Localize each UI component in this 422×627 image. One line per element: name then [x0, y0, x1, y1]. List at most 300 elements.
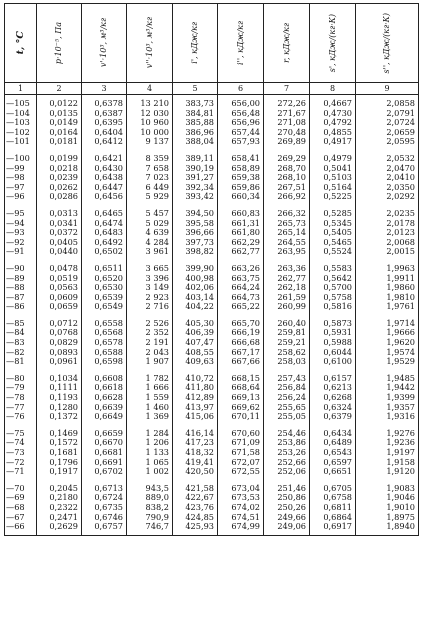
table-cell: 1,9158 [356, 458, 419, 468]
table-cell: 267,51 [264, 183, 310, 193]
table-cell: 0,0218 [37, 164, 82, 174]
table-cell: 0,6324 [310, 403, 356, 413]
column-number: 9 [356, 83, 419, 95]
table-cell: 0,6549 [82, 302, 127, 315]
table-cell: 259,21 [264, 338, 310, 348]
table-cell: 1,9010 [356, 503, 419, 513]
table-cell: 406,39 [173, 328, 218, 338]
table-cell: 0,6404 [82, 128, 127, 138]
table-cell: 943,5 [127, 480, 173, 494]
table-row [5, 260, 419, 274]
header-row [5, 4, 419, 83]
table-cell: 393,42 [173, 192, 218, 205]
table-cell: 0,6649 [82, 412, 127, 425]
table-cell: 0,6520 [82, 274, 127, 284]
table-cell: 1 907 [127, 357, 173, 370]
table-row [5, 357, 419, 370]
table-cell: 668,15 [218, 370, 264, 384]
temperature-cell: —91 [5, 247, 37, 260]
table-cell: 1,9620 [356, 338, 419, 348]
temperature-cell: —66 [5, 522, 37, 535]
row-group [5, 260, 419, 315]
temperature-cell: —99 [5, 164, 37, 174]
row-group [5, 425, 419, 480]
table-cell: 249,66 [264, 513, 310, 523]
table-cell: 0,6746 [82, 513, 127, 523]
table-cell: 5 029 [127, 219, 173, 229]
table-cell: 1,9810 [356, 293, 419, 303]
table-row [5, 467, 419, 480]
table-cell: 0,6456 [82, 192, 127, 205]
table-cell: 0,1111 [37, 383, 82, 393]
table-cell: 0,0164 [37, 128, 82, 138]
table-cell: 269,29 [264, 150, 310, 164]
temperature-cell: —95 [5, 205, 37, 219]
temperature-cell: —75 [5, 425, 37, 439]
table-cell: 398,82 [173, 247, 218, 260]
table-row [5, 370, 419, 384]
table-cell: 10 960 [127, 118, 173, 128]
table-cell: 0,6438 [82, 173, 127, 183]
table-cell: 656,96 [218, 118, 264, 128]
table-cell: 425,93 [173, 522, 218, 535]
table-cell: 257,43 [264, 370, 310, 384]
column-number-row [5, 83, 419, 95]
table-cell: 0,6588 [82, 348, 127, 358]
table-cell: 0,5103 [310, 173, 356, 183]
table-cell: 250,86 [264, 493, 310, 503]
table-cell: 0,6724 [82, 493, 127, 503]
table-cell: 423,76 [173, 503, 218, 513]
table-cell: 256,84 [264, 383, 310, 393]
table-cell: 0,6530 [82, 283, 127, 293]
temperature-cell: —72 [5, 458, 37, 468]
temperature-cell: —80 [5, 370, 37, 384]
table-cell: 0,5225 [310, 192, 356, 205]
temperature-cell: —79 [5, 383, 37, 393]
table-cell: 656,48 [218, 109, 264, 119]
table-cell: 0,6598 [82, 357, 127, 370]
temperature-cell: —83 [5, 338, 37, 348]
header-cell [82, 4, 127, 83]
table-cell: 0,1034 [37, 370, 82, 384]
table-cell: 670,60 [218, 425, 264, 439]
table-cell: 0,6421 [82, 150, 127, 164]
header-vapor-volume: v''·10³, м³/кг [144, 17, 154, 69]
table-cell: 263,36 [264, 260, 310, 274]
table-cell: 2,0235 [356, 205, 419, 219]
table-cell: 270,48 [264, 128, 310, 138]
temperature-cell: —67 [5, 513, 37, 523]
table-cell: 10 000 [127, 128, 173, 138]
table-cell: 1,9399 [356, 393, 419, 403]
table-cell: 262,77 [264, 274, 310, 284]
table-cell: 0,6578 [82, 338, 127, 348]
table-cell: 1,9860 [356, 283, 419, 293]
table-cell: 1,9666 [356, 328, 419, 338]
temperature-cell: —70 [5, 480, 37, 494]
table-row [5, 302, 419, 315]
table-cell: 3 149 [127, 283, 173, 293]
table-cell: 0,0961 [37, 357, 82, 370]
table-cell: 0,2180 [37, 493, 82, 503]
table-cell: 746,7 [127, 522, 173, 535]
table-cell: 2,0470 [356, 164, 419, 174]
table-cell: 670,11 [218, 412, 264, 425]
table-cell: 420,50 [173, 467, 218, 480]
table-cell: 3 396 [127, 274, 173, 284]
table-cell: 0,1917 [37, 467, 82, 480]
table-cell: 0,6100 [310, 357, 356, 370]
table-cell: 13 210 [127, 95, 173, 109]
table-cell: 0,0712 [37, 315, 82, 329]
table-cell: 0,0122 [37, 95, 82, 109]
table-cell: 0,6378 [82, 95, 127, 109]
table-cell: 666,19 [218, 328, 264, 338]
table-cell: 261,59 [264, 293, 310, 303]
table-cell: 0,6757 [82, 522, 127, 535]
table-cell: 0,6474 [82, 219, 127, 229]
table-cell: 256,24 [264, 393, 310, 403]
table-cell: 1,9574 [356, 348, 419, 358]
table-row [5, 412, 419, 425]
table-cell: 262,18 [264, 283, 310, 293]
table-cell: 0,5758 [310, 293, 356, 303]
table-cell: 12 030 [127, 109, 173, 119]
table-cell: 2 352 [127, 328, 173, 338]
table-cell: 0,6213 [310, 383, 356, 393]
table-cell: 2 716 [127, 302, 173, 315]
table-cell: 0,1193 [37, 393, 82, 403]
table-cell: 0,0239 [37, 173, 82, 183]
table-cell: 255,65 [264, 403, 310, 413]
table-cell: 0,6044 [310, 348, 356, 358]
table-cell: 0,2471 [37, 513, 82, 523]
table-cell: 0,6412 [82, 137, 127, 150]
table-cell: 0,6702 [82, 467, 127, 480]
temperature-cell: —88 [5, 283, 37, 293]
table-cell: 0,6465 [82, 205, 127, 219]
table-cell: 665,70 [218, 315, 264, 329]
table-cell: 0,6628 [82, 393, 127, 403]
table-cell: 399,90 [173, 260, 218, 274]
table-cell: 671,58 [218, 448, 264, 458]
table-cell: 421,58 [173, 480, 218, 494]
table-cell: 2 191 [127, 338, 173, 348]
header-liquid-entropy: s', кДж/(кг·К) [327, 13, 337, 73]
table-cell: 0,6447 [82, 183, 127, 193]
table-cell: 0,0659 [37, 302, 82, 315]
table-cell: 0,0135 [37, 109, 82, 119]
table-cell: 0,6489 [310, 438, 356, 448]
table-cell: 395,58 [173, 219, 218, 229]
table-cell: 384,81 [173, 109, 218, 119]
table-row [5, 150, 419, 164]
table-cell: 658,41 [218, 150, 264, 164]
table-cell: 415,06 [173, 412, 218, 425]
table-cell: 3 665 [127, 260, 173, 274]
table-cell: 669,13 [218, 393, 264, 403]
table-cell: 0,6608 [82, 370, 127, 384]
table-cell: 0,5931 [310, 328, 356, 338]
table-cell: 389,11 [173, 150, 218, 164]
table-cell: 397,73 [173, 238, 218, 248]
column-number: 1 [5, 83, 37, 95]
table-cell: 419,41 [173, 458, 218, 468]
temperature-cell: —84 [5, 328, 37, 338]
table-cell: 0,0893 [37, 348, 82, 358]
table-row [5, 480, 419, 494]
table-cell: 657,93 [218, 137, 264, 150]
table-cell: 0,6558 [82, 315, 127, 329]
table-cell: 271,67 [264, 109, 310, 119]
table-cell: 394,50 [173, 205, 218, 219]
table-cell: 0,5583 [310, 260, 356, 274]
header-pressure: p·10⁻⁵, Па [54, 21, 63, 65]
table-cell: 2,0350 [356, 183, 419, 193]
table-cell: 418,32 [173, 448, 218, 458]
table-cell: 663,26 [218, 260, 264, 274]
table-cell: 1,8940 [356, 522, 419, 535]
table-cell: 889,0 [127, 493, 173, 503]
table-cell: 1,9083 [356, 480, 419, 494]
table-cell: 252,06 [264, 467, 310, 480]
table-cell: 0,1280 [37, 403, 82, 413]
table-cell: 0,6511 [82, 260, 127, 274]
table-cell: 673,53 [218, 493, 264, 503]
table-cell: 2,0178 [356, 219, 419, 229]
table-cell: 249,06 [264, 522, 310, 535]
table-cell: 388,04 [173, 137, 218, 150]
table-cell: 255,05 [264, 412, 310, 425]
table-cell: 1,8975 [356, 513, 419, 523]
table-cell: 417,23 [173, 438, 218, 448]
table-cell: 1,9529 [356, 357, 419, 370]
table-cell: 0,5642 [310, 274, 356, 284]
table-cell: 413,97 [173, 403, 218, 413]
temperature-cell: —89 [5, 274, 37, 284]
table-cell: 0,6917 [310, 522, 356, 535]
table-cell: 664,24 [218, 283, 264, 293]
table-cell: 1,9442 [356, 383, 419, 393]
column-number: 5 [173, 83, 218, 95]
header-cell [218, 4, 264, 83]
table-cell: 0,5700 [310, 283, 356, 293]
temperature-cell: —105 [5, 95, 37, 109]
table-cell: 0,6618 [82, 383, 127, 393]
table-cell: 269,89 [264, 137, 310, 150]
table-cell: 0,1372 [37, 412, 82, 425]
table-cell: 0,6705 [310, 480, 356, 494]
table-cell: 422,67 [173, 493, 218, 503]
table-cell: 0,0181 [37, 137, 82, 150]
table-cell: 0,6483 [82, 228, 127, 238]
table-cell: 2,0292 [356, 192, 419, 205]
table-cell: 2,0659 [356, 128, 419, 138]
table-cell: 0,6395 [82, 118, 127, 128]
table-cell: 0,2045 [37, 480, 82, 494]
table-cell: 0,6568 [82, 328, 127, 338]
table-cell: 660,34 [218, 192, 264, 205]
table-cell: 263,95 [264, 247, 310, 260]
row-group [5, 480, 419, 535]
temperature-cell: —93 [5, 228, 37, 238]
table-cell: 674,02 [218, 503, 264, 513]
table-cell: 0,6811 [310, 503, 356, 513]
table-cell: 661,80 [218, 228, 264, 238]
table-row [5, 247, 419, 260]
header-vapor-enthalpy: i'', кДж/кг [235, 21, 245, 65]
table-cell: 0,6539 [82, 293, 127, 303]
table-cell: 0,5873 [310, 315, 356, 329]
temperature-cell: —104 [5, 109, 37, 119]
table-cell: 0,6713 [82, 480, 127, 494]
temperature-cell: —81 [5, 357, 37, 370]
table-cell: 264,55 [264, 238, 310, 248]
table-cell: 2 923 [127, 293, 173, 303]
table-cell: 407,47 [173, 338, 218, 348]
temperature-cell: —90 [5, 260, 37, 274]
table-cell: 658,89 [218, 164, 264, 174]
table-cell: 0,6864 [310, 513, 356, 523]
header-temperature: t, °C [14, 31, 26, 55]
table-row [5, 137, 419, 150]
row-group [5, 205, 419, 260]
table-cell: 268,70 [264, 164, 310, 174]
table-cell: 0,0341 [37, 219, 82, 229]
table-cell: 1,9276 [356, 425, 419, 439]
column-number: 7 [264, 83, 310, 95]
table-cell: 1 002 [127, 467, 173, 480]
table-cell: 385,88 [173, 118, 218, 128]
table-cell: 5 929 [127, 192, 173, 205]
table-cell: 1,9316 [356, 412, 419, 425]
header-liquid-enthalpy: i', кДж/кг [190, 22, 199, 64]
table-cell: 0,4730 [310, 109, 356, 119]
table-cell: 268,10 [264, 173, 310, 183]
table-row [5, 95, 419, 109]
table-cell: 0,4792 [310, 118, 356, 128]
table-cell: 0,4979 [310, 150, 356, 164]
table-cell: 5 457 [127, 205, 173, 219]
table-cell: 2,0123 [356, 228, 419, 238]
temperature-cell: —73 [5, 448, 37, 458]
refrigerant-saturation-table [4, 3, 419, 536]
table-cell: 408,55 [173, 348, 218, 358]
temperature-cell: —94 [5, 219, 37, 229]
table-cell: 266,32 [264, 205, 310, 219]
row-group [5, 370, 419, 425]
table-cell: 4 639 [127, 228, 173, 238]
table-cell: 0,0768 [37, 328, 82, 338]
table-cell: 1 782 [127, 370, 173, 384]
table-cell: 0,6681 [82, 448, 127, 458]
temperature-cell: —103 [5, 118, 37, 128]
table-cell: 0,6639 [82, 403, 127, 413]
row-group [5, 95, 419, 150]
table-cell: 2,0532 [356, 150, 419, 164]
table-cell: 0,0199 [37, 150, 82, 164]
table-cell: 667,17 [218, 348, 264, 358]
temperature-cell: —82 [5, 348, 37, 358]
table-row [5, 205, 419, 219]
table-cell: 0,6735 [82, 503, 127, 513]
temperature-cell: —77 [5, 403, 37, 413]
table-cell: 1 369 [127, 412, 173, 425]
table-cell: 0,5405 [310, 228, 356, 238]
table-cell: 2 526 [127, 315, 173, 329]
table-cell: 258,03 [264, 357, 310, 370]
table-cell: 2,0791 [356, 109, 419, 119]
table-cell: 7 658 [127, 164, 173, 174]
table-cell: 669,62 [218, 403, 264, 413]
table-cell: 660,83 [218, 205, 264, 219]
table-cell: 271,08 [264, 118, 310, 128]
table-cell: 254,46 [264, 425, 310, 439]
temperature-cell: —68 [5, 503, 37, 513]
table-cell: 1,9236 [356, 438, 419, 448]
table-cell: 409,63 [173, 357, 218, 370]
table-cell: 1,9911 [356, 274, 419, 284]
table-cell: 0,0519 [37, 274, 82, 284]
table-cell: 0,6434 [310, 425, 356, 439]
table-cell: 258,62 [264, 348, 310, 358]
table-cell: 1,9761 [356, 302, 419, 315]
table-cell: 0,6659 [82, 425, 127, 439]
table-cell: 0,6758 [310, 493, 356, 503]
table-cell: 0,2322 [37, 503, 82, 513]
table-cell: 0,6268 [310, 393, 356, 403]
table-cell: 1 559 [127, 393, 173, 403]
table-cell: 0,0478 [37, 260, 82, 274]
temperature-cell: —78 [5, 393, 37, 403]
table-cell: 0,6157 [310, 370, 356, 384]
table-cell: 1,9485 [356, 370, 419, 384]
temperature-cell: —74 [5, 438, 37, 448]
table-cell: 252,66 [264, 458, 310, 468]
table-cell: 1,9046 [356, 493, 419, 503]
table-cell: 661,31 [218, 219, 264, 229]
saturation-table-page [4, 3, 418, 536]
table-cell: 0,2629 [37, 522, 82, 535]
table-cell: 1,9357 [356, 403, 419, 413]
table-cell: 0,4855 [310, 128, 356, 138]
table-cell: 0,6691 [82, 458, 127, 468]
row-group [5, 150, 419, 205]
table-cell: 1 284 [127, 425, 173, 439]
table-cell: 0,6597 [310, 458, 356, 468]
table-cell: 0,0262 [37, 183, 82, 193]
table-cell: 424,85 [173, 513, 218, 523]
table-cell: 2,0595 [356, 137, 419, 150]
table-cell: 0,0563 [37, 283, 82, 293]
table-cell: 0,5816 [310, 302, 356, 315]
table-cell: 668,64 [218, 383, 264, 393]
table-cell: 0,0372 [37, 228, 82, 238]
header-cell [37, 4, 82, 83]
header-cell [173, 4, 218, 83]
temperature-cell: —98 [5, 173, 37, 183]
table-cell: 0,5524 [310, 247, 356, 260]
table-cell: 673,04 [218, 480, 264, 494]
table-cell: 2 043 [127, 348, 173, 358]
table-cell: 405,30 [173, 315, 218, 329]
table-cell: 657,44 [218, 128, 264, 138]
header-latent-heat: r, кДж/кг [281, 23, 291, 63]
table-cell: 0,6379 [310, 412, 356, 425]
table-cell: 6 449 [127, 183, 173, 193]
table-cell: 0,0829 [37, 338, 82, 348]
